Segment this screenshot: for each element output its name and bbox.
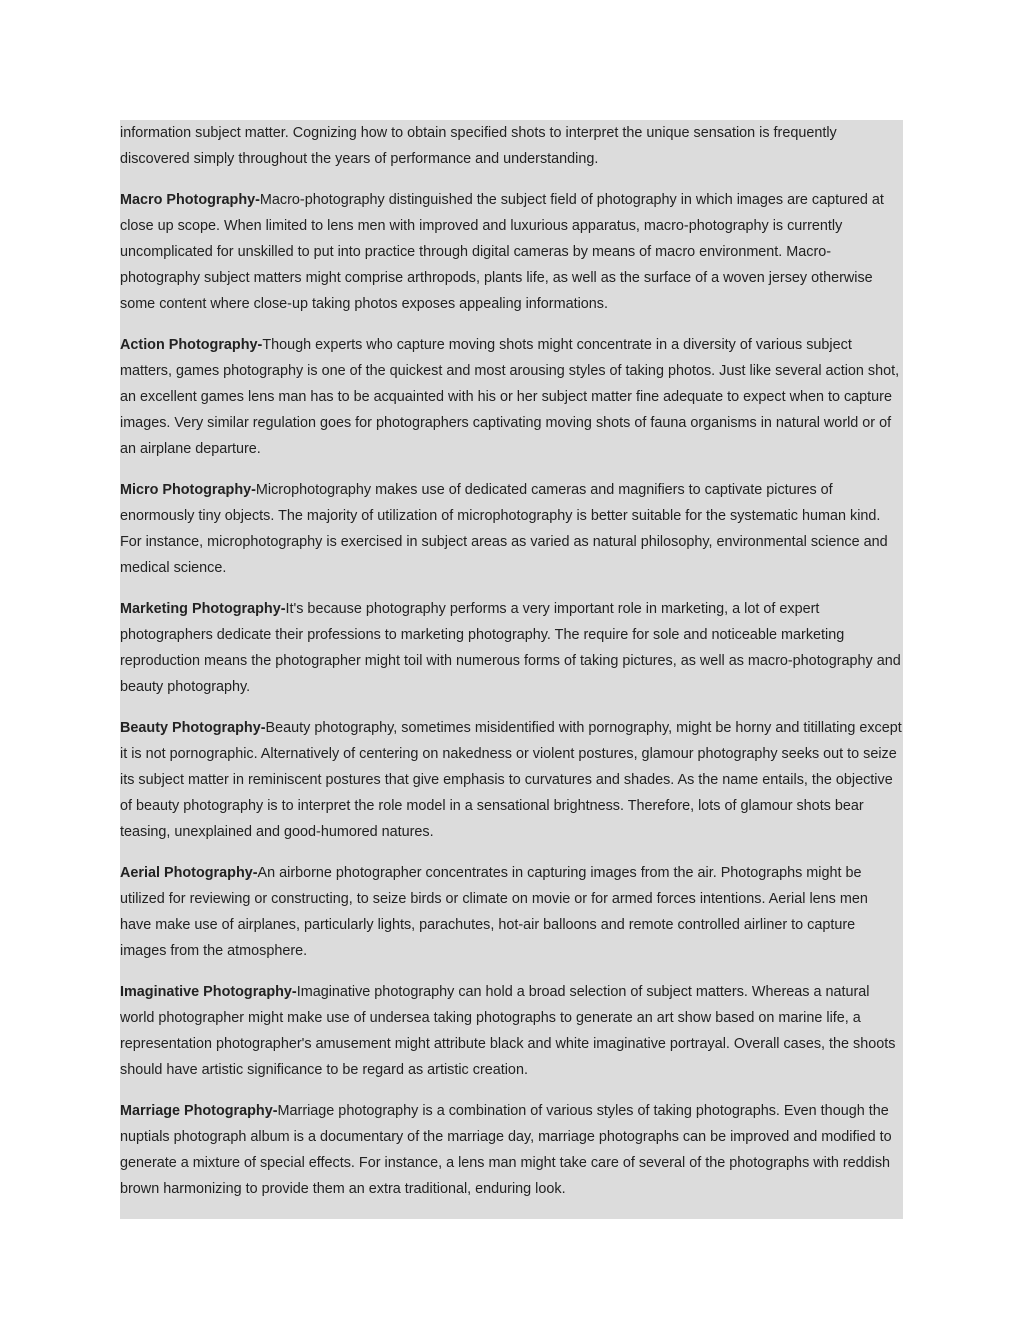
paragraph-intro: [120, 120, 903, 172]
document-text-block: [120, 120, 903, 1219]
paragraph-body: Imaginative photography can hold a broad selection of subject matters. Whereas a natural world photographer might make use of undersea taking photographs to generate an art show based on marine life, a representation photographer's amusement might attribute black and white imaginative portrayal. Overall cases, the shoots should have artistic significance to be regard as artistic creation.: [120, 984, 896, 1078]
paragraph-macro-photography: [120, 187, 903, 317]
paragraph-heading: Marketing Photography-: [120, 601, 286, 617]
paragraph-heading: Action Photography-: [120, 337, 263, 353]
paragraph-imaginative-photography: [120, 979, 903, 1083]
paragraph-heading: Micro Photography-: [120, 482, 256, 498]
paragraph-aerial-photography: [120, 860, 903, 964]
paragraph-heading: Imaginative Photography-: [120, 984, 297, 1000]
paragraph-body: It's because photography performs a very important role in marketing, a lot of expert photographers dedicate their professions to marketing photography. The require for sole and noticeable marketing reproduction means the photographer might toil with numerous forms of taking pictures, as well as macro-photography and beauty photography.: [120, 601, 901, 695]
paragraph-body: Beauty photography, sometimes misidentified with pornography, might be horny and titillating except it is not pornographic. Alternatively of centering on nakedness or violent postures, glamour photography seeks out to seize its subject matter in reminiscent postures that give emphasis to curvatures and shades. As the name entails, the objective of beauty photography is to interpret the role model in a sensational brightness. Therefore, lots of glamour shots bear teasing, unexplained and good-humored natures.: [120, 720, 902, 840]
paragraph-body: Microphotography makes use of dedicated cameras and magnifiers to captivate pictures of enormously tiny objects. The majority of utilization of microphotography is better suitable for the systematic human kind. For instance, microphotography is exercised in subject areas as varied as natural philosophy, environmental science and medical science.: [120, 482, 888, 576]
paragraph-micro-photography: [120, 477, 903, 581]
paragraph-body: An airborne photographer concentrates in capturing images from the air. Photographs might be utilized for reviewing or constructing, to seize birds or climate on movie or for armed forces intentions. Aerial lens men have make use of airplanes, particularly lights, parachutes, hot-air balloons and remote controlled airliner to capture images from the atmosphere.: [120, 865, 868, 959]
paragraph-action-photography: [120, 332, 903, 462]
paragraph-heading: Beauty Photography-: [120, 720, 266, 736]
paragraph-body: Marriage photography is a combination of various styles of taking photographs. Even though the nuptials photograph album is a documentary of the marriage day, marriage photographs can be improved and modified to generate a mixture of special effects. For instance, a lens man might take care of several of the photographs with reddish brown harmonizing to provide them an extra traditional, enduring look.: [120, 1103, 892, 1197]
paragraph-heading: Aerial Photography-: [120, 865, 258, 881]
paragraph-heading: Macro Photography-: [120, 192, 260, 208]
paragraph-marriage-photography: [120, 1098, 903, 1202]
paragraph-body: Though experts who capture moving shots might concentrate in a diversity of various subject matters, games photography is one of the quickest and most arousing styles of taking photos. Just like several action shot, an excellent games lens man has to be acquainted with his or her subject matter fine adequate to expect when to capture images. Very similar regulation goes for photographers captivating moving shots of fauna organisms in natural world or of an airplane departure.: [120, 337, 900, 457]
paragraph-body: information subject matter. Cognizing how to obtain specified shots to interpret the unique sensation is frequently discovered simply throughout the years of performance and understanding.: [120, 125, 837, 167]
paragraph-beauty-photography: [120, 715, 903, 845]
paragraph-heading: Marriage Photography-: [120, 1103, 278, 1119]
paragraph-marketing-photography: [120, 596, 903, 700]
paragraph-body: Macro-photography distinguished the subject field of photography in which images are captured at close up scope. When limited to lens men with improved and luxurious apparatus, macro-photography is currently uncomplicated for unskilled to put into practice through digital cameras by means of macro environment. Macro-photography subject matters might comprise arthropods, plants life, as well as the surface of a woven jersey otherwise some content where close-up taking photos exposes appealing informations.: [120, 192, 884, 312]
